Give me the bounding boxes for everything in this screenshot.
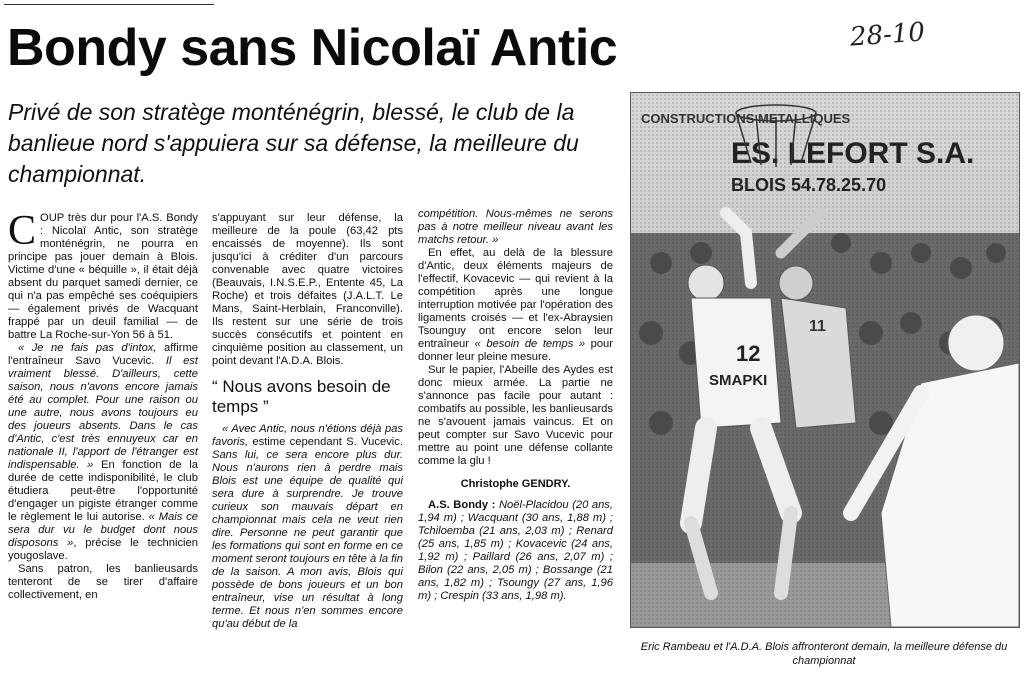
paragraph: Sans patron, les banlieusards tenteront de se tirer d'affaire collectivement, en — [8, 563, 198, 601]
quote-paragraph: « Je ne fais pas d'intox, affirme l'entraîneur Savo Vucevic. Il est vraiment blessé. D'ailleurs, cette saison, nous n'avons encore jamais été au complet. Pour une raison ou une autre, nous avons toujours eu des joueurs absents. Dans le cas d'Antic, c'est très ennuyeux car en nationale II, l'apport de l'étranger est indispensable. » En fonction de la durée de cette indisponibilité, le club étudiera peut-être l'opportunité d'engager un pigiste étranger comme le règlement le lui autorise. « Mais ce sera dur vu le budget dont nous disposons », précise le technicien yougoslave. — [8, 342, 199, 562]
banner-line-2: ES. LEFORT S.A. — [731, 137, 975, 170]
headline: Bondy sans Nicolaï Antic — [7, 19, 618, 77]
team-roster: A.S. Bondy : Noël-Placidou (20 ans, 1,94 m) ; Wacquant (30 ans, 1,88 m) ; Tchiloemba (21 ans, 2,03 m) ; Renard (25 ans, 1,85 m) ; Kovacevic (24 ans, 1,92 m) ; Paillard (26 ans, 2,07 m) ; Bilon (22 ans, 2,05 m) ; Bossange (21 ans, 1,82 m) ; Tsoungy (27 ans, 1,96 m) ; Crespin (33 ans, 1,98 m). — [418, 499, 613, 602]
banner-line-3: BLOIS 54.78.25.70 — [731, 175, 887, 195]
paragraph: s'appuyant sur leur défense, la meilleure de la poule (63,42 pts encaissés de moyenne). Ils sont jusqu'ici à créditer d'un parcours convenable avec quatre victoires (Beauvais, I.N.S.E.P., Entente 45, La Roche) et trois défaites (J.A.L.T. Le Mans, Saint-Herblain, Franconville). Ils restent sur une série de trois succès consécutifs et pointent en cinquième position au classement, un point devant l'A.D.A. Blois. — [212, 212, 403, 367]
photo-caption: Eric Rambeau et l'A.D.A. Blois affronteront demain, la meilleure défense du championnat — [640, 641, 1008, 667]
quote-paragraph: « Avec Antic, nous n'étions déjà pas favoris, estime cependant S. Vucevic. Sans lui, ce sera encore plus dur. Nous n'aurons rien à perdre mais Blois est une équipe de qualité qui sera dure à surprendre. Je trouve curieux son mauvais départ en championnat mais cela ne veut rien dire. Personne ne peut garantir que les formations qui sont en forme en ce moment seront toujours en tête à la fin de la saison. A mon avis, Blois qui possède de bons joueurs et un bon entraîneur, vise un résultat à long terme. Et nous n'en sommes encore qu'au début de la — [212, 423, 403, 630]
top-rule — [4, 4, 214, 5]
quote-paragraph: compétition. Nous-mêmes ne serons pas à notre meilleur niveau avant les matchs retour. » — [418, 208, 613, 246]
opponent-jersey-number: 11 — [809, 318, 826, 335]
banner-line-1: CONSTRUCTIONS METALLIQUES — [641, 111, 851, 126]
paragraph: Sur le papier, l'Abeille des Aydes est donc mieux armée. La partie ne s'annonce pas facile pour autant : combatifs au possible, les banlieusards ne s'avouent jamais vaincus. Et on peut compter sur Savo Vucevic pour mettre au point une défense collante comme la glu ! — [418, 364, 613, 467]
photo-illustration — [631, 93, 1019, 627]
article-column-2 — [212, 212, 403, 631]
handwritten-date: 28-10 — [849, 17, 926, 53]
paragraph: En effet, au delà de la blessure d'Antic, deux éléments majeurs de l'effectif, Kovacevic — qui revient à la compétition après une longue interruption motivée par l'opération des ligaments croisés — et l'ex-Abraysien Tsounguy ont encore selon leur entraîneur « besoin de temps » pour donner leur pleine mesure. — [418, 247, 613, 363]
subheading: “ Nous avons besoin de temps ” — [212, 377, 391, 416]
jersey-number: 12 — [736, 341, 761, 366]
dropcap: C — [8, 208, 37, 254]
article-column-1 — [8, 208, 199, 602]
jersey-sponsor: SMAPKI — [709, 372, 768, 389]
standfirst: Privé de son stratège monténégrin, blessé, le club de la banlieue nord s'appuiera sur sa défense, la meilleure du championnat. — [8, 99, 579, 187]
author-signature: Christophe GENDRY. — [460, 478, 571, 490]
basketball-photo — [630, 92, 1020, 628]
article-column-3 — [418, 208, 613, 603]
lead-paragraph: COUP très dur pour l'A.S. Bondy : Nicolaï Antic, son stratège monténégrin, ne pourra en principe pas jouer demain à Blois. Victime d'une « béquille », il était déjà absent du parquet samedi dernier, ce qui n'a pas empêché ses coéquipiers — également privés de Wacquant frappé par un deuil familial — de battre La Roche-sur-Yon 56 à 51. — [8, 208, 198, 341]
